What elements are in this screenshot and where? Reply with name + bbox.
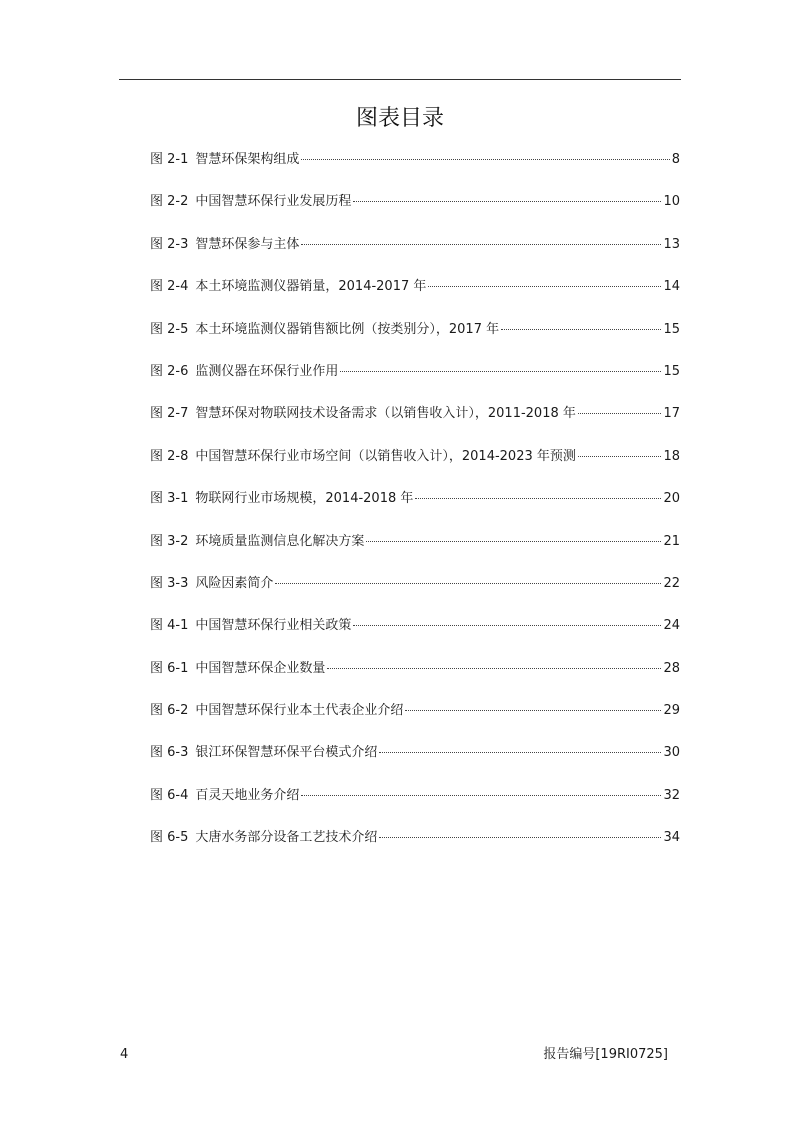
toc-entry-label	[150, 277, 426, 297]
toc-entry[interactable]	[150, 743, 680, 785]
toc-entry[interactable]	[150, 489, 680, 531]
toc-leader-dots	[578, 456, 662, 457]
page-title: 图表目录	[355, 106, 444, 131]
toc-figure-title: 百灵天地业务介绍	[195, 787, 300, 803]
toc-figure-title: 中国智慧环保企业数量	[195, 660, 326, 676]
toc-entry-label	[150, 192, 351, 212]
toc-leader-dots	[340, 371, 661, 372]
toc-entry[interactable]	[150, 150, 680, 192]
toc-figure-number: 图 2-1	[150, 152, 189, 167]
toc-entry[interactable]	[150, 701, 680, 743]
toc-entry[interactable]	[150, 447, 680, 489]
toc-entry[interactable]	[150, 786, 680, 828]
toc-figure-title: 风险因素简介	[195, 575, 274, 591]
toc-entry-label	[150, 235, 299, 255]
toc-entry-label	[150, 701, 403, 721]
toc-entry[interactable]	[150, 235, 680, 277]
toc-page-number: 18	[663, 448, 680, 464]
toc-entry[interactable]	[150, 362, 680, 404]
toc-figure-title: 物联网行业市场规模，2014-2018 年	[195, 491, 414, 507]
toc-figure-number: 图 2-3	[150, 236, 189, 252]
footer-report-id: 报告编号[19RI0725]	[543, 1047, 668, 1062]
footer-page-number: 4	[120, 1047, 129, 1062]
toc-figure-title: 环境质量监测信息化解决方案	[195, 533, 365, 549]
toc-figure-number: 图 2-7	[150, 406, 189, 422]
toc-entry[interactable]	[150, 320, 680, 362]
toc-page-number: 28	[663, 660, 680, 676]
toc-entry[interactable]	[150, 404, 680, 446]
toc-leader-dots	[353, 625, 661, 626]
toc-entry-label	[150, 659, 325, 679]
toc-leader-dots	[366, 541, 661, 542]
toc-figure-number: 图 6-5	[150, 830, 189, 846]
toc-figure-title: 智慧环保对物联网技术设备需求（以销售收入计），2011-2018 年	[195, 406, 576, 422]
toc-page-number: 24	[663, 618, 680, 634]
toc-leader-dots	[353, 201, 661, 202]
toc-figure-title: 中国智慧环保行业本土代表企业介绍	[195, 703, 404, 719]
toc-entry-label	[150, 320, 499, 340]
toc-entry-label	[150, 616, 351, 636]
toc-leader-dots	[275, 583, 661, 584]
toc-entry[interactable]	[150, 616, 680, 658]
toc-entry-label	[150, 489, 413, 509]
toc-figure-title: 本土环境监测仪器销量，2014-2017 年	[195, 279, 427, 295]
toc-page-number: 32	[663, 787, 680, 803]
toc-page-number: 8	[671, 152, 680, 167]
toc-leader-dots	[405, 710, 661, 711]
toc-entry-label	[150, 743, 377, 763]
toc-entry[interactable]	[150, 659, 680, 701]
toc-entry-label	[150, 447, 576, 467]
toc-figure-title: 中国智慧环保行业相关政策	[195, 618, 352, 634]
toc-page-number: 17	[663, 406, 680, 422]
toc-page-number: 34	[663, 830, 680, 846]
toc-entry-label	[150, 828, 377, 848]
toc-leader-dots	[379, 752, 661, 753]
toc-figure-number: 图 6-2	[150, 703, 189, 719]
toc-leader-dots	[301, 244, 661, 245]
toc-leader-dots	[379, 837, 661, 838]
toc-entry-label	[150, 574, 273, 594]
toc-figure-title: 中国智慧环保行业发展历程	[195, 194, 352, 210]
toc-page-number: 14	[663, 279, 680, 295]
toc-page-number: 29	[663, 703, 680, 719]
toc-leader-dots	[301, 159, 669, 160]
toc-leader-dots	[415, 498, 661, 499]
toc-page-number: 15	[663, 321, 680, 337]
toc-leader-dots	[501, 329, 661, 330]
toc-figure-number: 图 3-3	[150, 575, 189, 591]
toc-figure-number: 图 4-1	[150, 618, 189, 634]
toc-entry-label	[150, 362, 338, 382]
toc-figure-number: 图 2-8	[150, 448, 189, 464]
header-rule	[119, 79, 681, 80]
toc-entry[interactable]	[150, 532, 680, 574]
toc-entry-label	[150, 786, 299, 806]
toc-page-number: 15	[663, 363, 680, 379]
toc-figure-title: 大唐水务部分设备工艺技术介绍	[195, 830, 378, 846]
toc-leader-dots	[327, 668, 661, 669]
toc-entry[interactable]	[150, 192, 680, 234]
toc-figure-number: 图 2-6	[150, 363, 189, 379]
toc-figure-number: 图 2-2	[150, 194, 189, 210]
toc-leader-dots	[428, 286, 661, 287]
toc-entry[interactable]	[150, 574, 680, 616]
toc-page-number: 10	[663, 194, 680, 210]
toc-figure-number: 图 3-1	[150, 491, 189, 507]
toc-figure-title: 银江环保智慧环保平台模式介绍	[195, 745, 378, 761]
toc-figure-number: 图 2-5	[150, 321, 189, 337]
toc-page-number: 20	[663, 491, 680, 507]
toc-figure-number: 图 6-4	[150, 787, 189, 803]
toc-page-number: 30	[663, 745, 680, 761]
toc-entry-label	[150, 532, 364, 552]
toc-figure-number: 图 3-2	[150, 533, 189, 549]
toc-page-number: 22	[663, 575, 680, 591]
toc-leader-dots	[301, 795, 661, 796]
toc-entry-label	[150, 150, 299, 170]
toc-figure-number: 图 2-4	[150, 279, 189, 295]
toc-entry-label	[150, 404, 576, 424]
toc-page-number: 13	[663, 236, 680, 252]
toc-figure-title: 智慧环保参与主体	[195, 236, 300, 252]
toc-figure-number: 图 6-1	[150, 660, 189, 676]
toc-figure-title: 监测仪器在环保行业作用	[195, 363, 339, 379]
toc-figure-number: 图 6-3	[150, 745, 189, 761]
toc-entry[interactable]	[150, 828, 680, 870]
toc-figure-title: 本土环境监测仪器销售额比例（按类别分），2017 年	[195, 321, 500, 337]
toc-leader-dots	[578, 413, 662, 414]
toc-figure-title: 智慧环保架构组成	[195, 152, 300, 167]
figure-toc-list	[150, 150, 680, 871]
toc-entry[interactable]	[150, 277, 680, 319]
toc-figure-title: 中国智慧环保行业市场空间（以销售收入计），2014-2023 年预测	[195, 448, 576, 464]
toc-page-number: 21	[663, 533, 680, 549]
